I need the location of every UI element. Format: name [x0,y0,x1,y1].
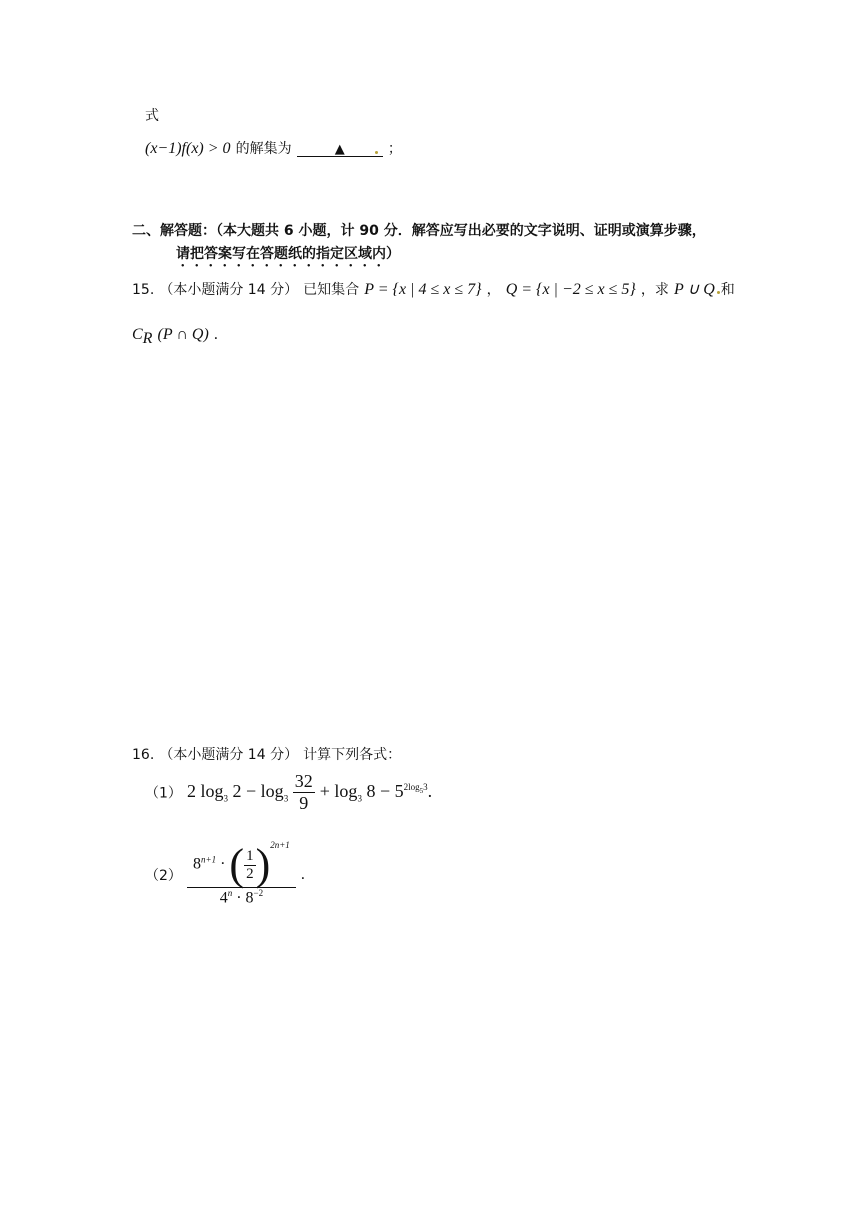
q15-complement-sub: R [142,330,153,348]
q16-p2-den-dot: · [236,889,242,907]
inequality-text: 的解集为 [235,141,292,157]
inequality-math: (x−1)f(x) > 0 [145,140,231,157]
q15-text-b: ，求 [640,282,669,298]
section-heading-line1: 二、解答题：（本大题共 6 小题，计 90 分．解答应写出必要的文字说明、证明或演算步骤， [132,223,706,239]
question-15 [132,279,735,299]
q16-text: 计算下列各式： [303,747,402,763]
q16-p1-sub3b: 3 [283,793,289,804]
q16-p1-end: . [427,781,433,802]
q16-p1-sub3a: 3 [223,793,229,804]
q16-p1-fraction [293,771,315,814]
q16-p2-numerator: $8^{n+1}$ · ( $\frac{1}{2}$ )$^{2n+1}$ [193,840,290,889]
q15-score: （本小题满分 14 分） [159,282,299,298]
q16-p1-exp: 2log [403,782,420,793]
q15-complement: C [132,326,143,343]
q15-text-a: 已知集合 [303,282,360,298]
q16-p1-sub3c: 3 [357,793,362,804]
q15-number: 15. [132,282,155,298]
q16-score: （本小题满分 14 分） [159,747,299,763]
q16-p2-inner-fraction [244,848,256,883]
q16-p1-d: 8 − 5 [366,781,404,802]
q16-p2-inner-den: 2 [246,865,254,882]
q15-set-q: Q = {x | −2 ≤ x ≤ 5} [505,281,636,298]
q16-p1-frac-num: 32 [294,771,313,791]
q16-p1-a: 2 log [187,781,224,802]
continuation-char: 式 [145,108,159,124]
q16-part1 [145,771,432,814]
end-punct: ； [387,141,402,157]
q16-p1-frac-den: 9 [299,793,309,813]
answer-blank [297,140,383,157]
q15-comma: ， [486,282,501,298]
q16-p2-end: . [300,866,305,884]
q15-end: . [213,326,218,343]
q16-number: 16. [132,747,155,763]
q16-p1-c: + log [319,781,358,802]
q16-p2-label: （2） [145,868,182,885]
section-heading-line2: 请把答案写在答题纸的指定区域内） [176,246,400,262]
q15-complement-line [132,324,218,348]
q16-p2-num-base: 8 [193,855,202,873]
q16-p2-denominator [187,888,296,907]
q16-p2-den-a: 4 [219,889,228,907]
q16-p2-inner-exp: 2n+1 [270,840,290,851]
q16-p1-b: 2 − log [232,781,284,802]
q16-p2-den-b-exp: −2 [253,888,264,898]
triangle-icon: ▲ [334,142,345,157]
question-16 [132,744,401,764]
q15-complement-arg: (P ∩ Q) [157,326,209,343]
q16-p1-exp-arg: 3 [423,782,428,793]
q16-p1-label: （1） [145,785,182,802]
q16-part2 [145,840,305,907]
dot-mark-icon [717,291,720,294]
q16-p2-dot: · [220,855,226,873]
dot-mark-icon [375,151,378,154]
q16-p2-num-exp: n+1 [201,854,217,865]
q16-p2-inner-num: 1 [246,847,254,864]
q16-p2-fraction [187,840,296,907]
q16-p2-den-b: 8 [245,889,254,907]
q16-p2-den-a-exp: n [227,888,233,898]
q16-p1-exp-sub: 5 [419,787,424,795]
q15-set-p: P = {x | 4 ≤ x ≤ 7} [364,281,482,298]
q15-text-c: 和 [720,282,735,298]
inequality-line [145,138,402,158]
q15-union: P ∪ Q [674,281,715,298]
